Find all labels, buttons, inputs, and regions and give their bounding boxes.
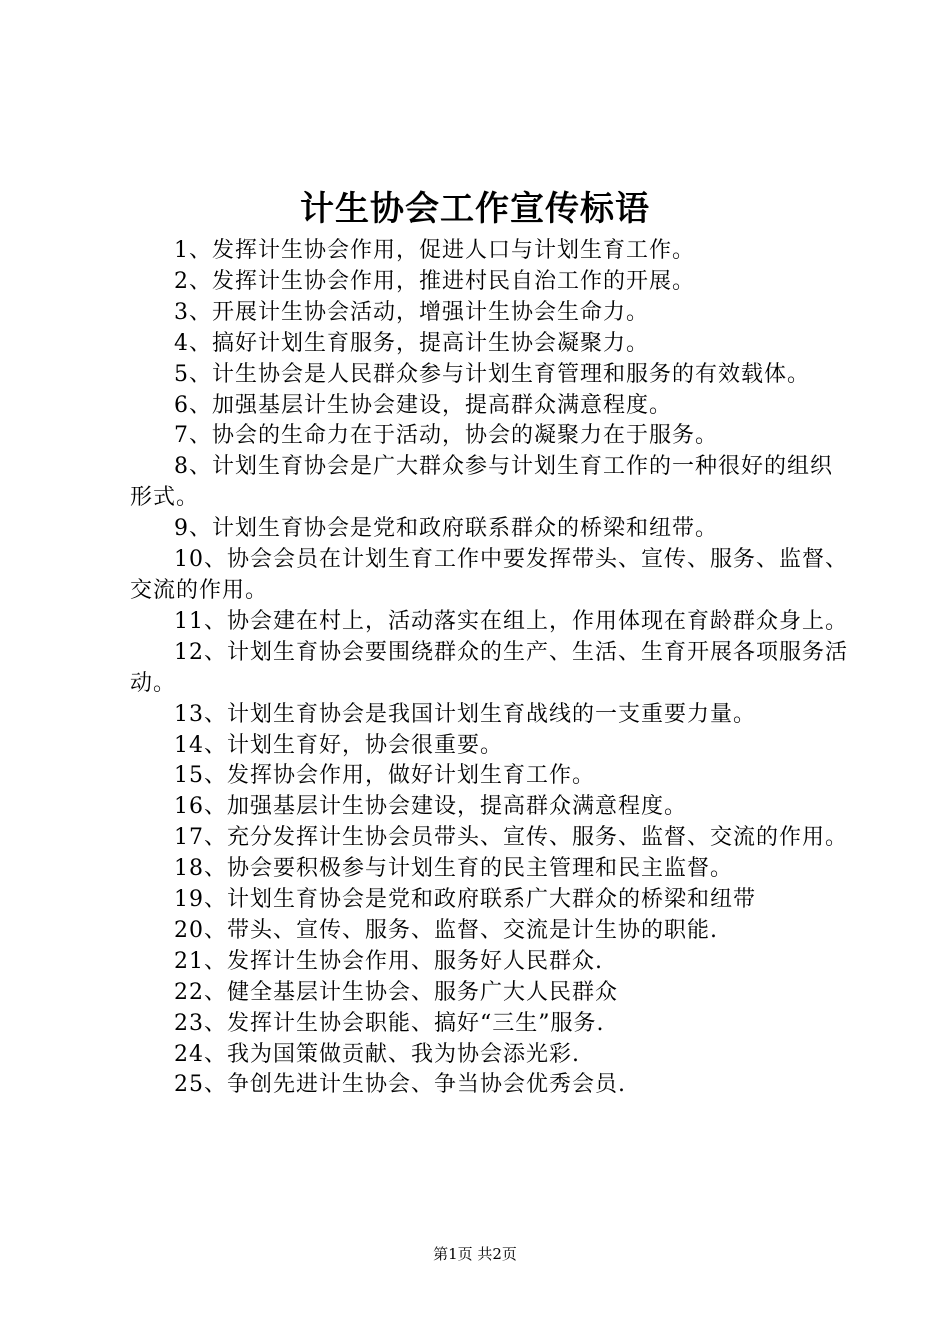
slogan-item: 16、加强基层计生协会建设，提高群众满意程度。 <box>174 794 687 820</box>
slogan-item: 2、发挥计生协会作用，推进村民自治工作的开展。 <box>174 268 695 294</box>
slogan-item: 10、协会会员在计划生育工作中要发挥带头、宣传、服务、监督、交流的作用。 <box>130 547 848 603</box>
slogan-item: 5、计生协会是人民群众参与计划生育管理和服务的有效载体。 <box>174 361 810 387</box>
document-title: 计生协会工作宣传标语 <box>300 189 650 229</box>
slogan-item: 20、带头、宣传、服务、监督、交流是计生协的职能. <box>174 917 718 943</box>
slogan-item: 19、计划生育协会是党和政府联系广大群众的桥梁和纽带 <box>174 887 756 913</box>
slogan-item: 15、发挥协会作用，做好计划生育工作。 <box>174 763 595 789</box>
slogan-item: 3、开展计生协会活动，增强计生协会生命力。 <box>174 299 649 325</box>
slogan-item: 25、争创先进计生协会、争当协会优秀会员. <box>174 1072 626 1098</box>
slogan-item: 11、协会建在村上，活动落实在组上，作用体现在育龄群众身上。 <box>174 608 848 634</box>
slogan-item: 9、计划生育协会是党和政府联系群众的桥梁和纽带。 <box>174 516 718 542</box>
slogan-item: 4、搞好计划生育服务，提高计生协会凝聚力。 <box>174 330 649 356</box>
slogan-list <box>130 236 850 1101</box>
slogan-item: 6、加强基层计生协会建设，提高群众满意程度。 <box>174 392 672 418</box>
slogan-item: 23、发挥计生协会职能、搞好“三生”服务. <box>174 1010 605 1036</box>
slogan-item: 14、计划生育好，协会很重要。 <box>174 732 503 758</box>
slogan-item: 21、发挥计生协会作用、服务好人民群众. <box>174 948 603 974</box>
slogan-item: 7、协会的生命力在于活动，协会的凝聚力在于服务。 <box>174 423 718 449</box>
slogan-item: 12、计划生育协会要围绕群众的生产、生活、生育开展各项服务活动。 <box>130 639 848 696</box>
slogan-item: 17、充分发挥计生协会员带头、宣传、服务、监督、交流的作用。 <box>174 825 848 851</box>
page-number: 第1页 共2页 <box>433 1245 517 1263</box>
slogan-item: 1、发挥计生协会作用，促进人口与计划生育工作。 <box>174 238 695 263</box>
slogan-item: 8、计划生育协会是广大群众参与计划生育工作的一种很好的组织形式。 <box>130 454 833 511</box>
slogan-item: 22、健全基层计生协会、服务广大人民群众 <box>174 979 618 1005</box>
slogan-item: 13、计划生育协会是我国计划生育战线的一支重要力量。 <box>174 701 756 727</box>
slogan-item: 18、协会要积极参与计划生育的民主管理和民主监督。 <box>174 856 733 882</box>
slogan-item: 24、我为国策做贡献、我为协会添光彩. <box>174 1041 580 1067</box>
